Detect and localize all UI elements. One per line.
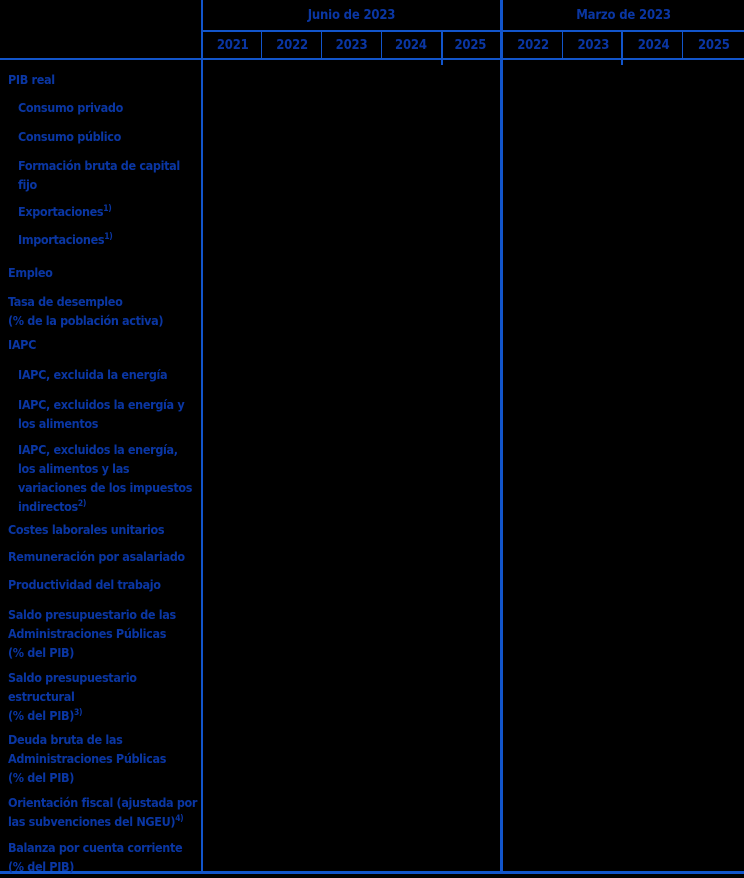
year-header: 2022: [517, 37, 549, 53]
footnote-marker: 1): [104, 231, 113, 242]
footnote-marker: 4): [175, 813, 184, 824]
row-label: IAPC, excluidos la energía y los alimentos: [18, 397, 185, 431]
row-label: Consumo privado: [18, 100, 123, 115]
footnote-marker: 1): [103, 203, 112, 214]
row-label: Exportaciones$^{1)}$: [18, 203, 112, 219]
row-label: Formación bruta de capital fijo: [18, 158, 180, 192]
year-header: 2023: [577, 37, 610, 53]
row-label: PIB real: [8, 72, 55, 87]
row-label: Importaciones$^{1)}$: [18, 231, 113, 247]
column-group-marzo: [503, 0, 744, 30]
row-label: Deuda bruta de las Administraciones Públicas (% del PIB): [8, 732, 167, 785]
row-label: Saldo presupuestario de las Administraciones Públicas (% del PIB): [8, 607, 176, 660]
year-header: 2021: [216, 37, 249, 53]
row-label: IAPC, excluida la energía: [18, 367, 168, 382]
row-label: Productividad del trabajo: [8, 577, 161, 592]
year-header-row-junio: [203, 32, 500, 58]
year-header-row-marzo: [503, 32, 744, 58]
year-header: 2025: [697, 37, 730, 53]
row-label: Remuneración por asalariado: [8, 549, 185, 564]
column-group-separator-line: [500, 0, 503, 874]
row-label: Saldo presupuestario estructural (% del PIB)$^{3)}$: [8, 670, 137, 723]
year-header: 2024: [637, 37, 670, 53]
year-header: 2022: [276, 37, 308, 53]
year-header: 2024: [395, 37, 427, 53]
year-header: 2023: [335, 37, 368, 53]
column-group-junio-label: Junio de 2023: [307, 7, 396, 23]
label-column-separator-line: [201, 0, 203, 874]
row-label: Empleo: [8, 265, 53, 280]
row-label: IAPC: [8, 337, 36, 352]
column-group-marzo-label: Marzo de 2023: [576, 7, 671, 23]
row-label: Orientación fiscal (ajustada por las subvenciones del NGEU)$^{4)}$: [8, 795, 198, 829]
row-label: Costes laborales unitarios: [8, 522, 165, 537]
footnote-marker: 2): [77, 498, 87, 509]
row-label: Balanza por cuenta corriente (% del PIB): [8, 840, 183, 874]
year-header-underline: [0, 58, 744, 60]
footnote-marker: 3): [74, 707, 83, 718]
row-label: Consumo público: [18, 129, 122, 144]
column-group-junio: [202, 0, 501, 30]
year-header: 2025: [454, 37, 487, 53]
row-label: IAPC, excluidos la energía, los alimentos y las variaciones de los impuestos indirectos$^{2)}$: [18, 442, 193, 514]
row-label: Tasa de desempleo (% de la población activa): [8, 294, 164, 328]
